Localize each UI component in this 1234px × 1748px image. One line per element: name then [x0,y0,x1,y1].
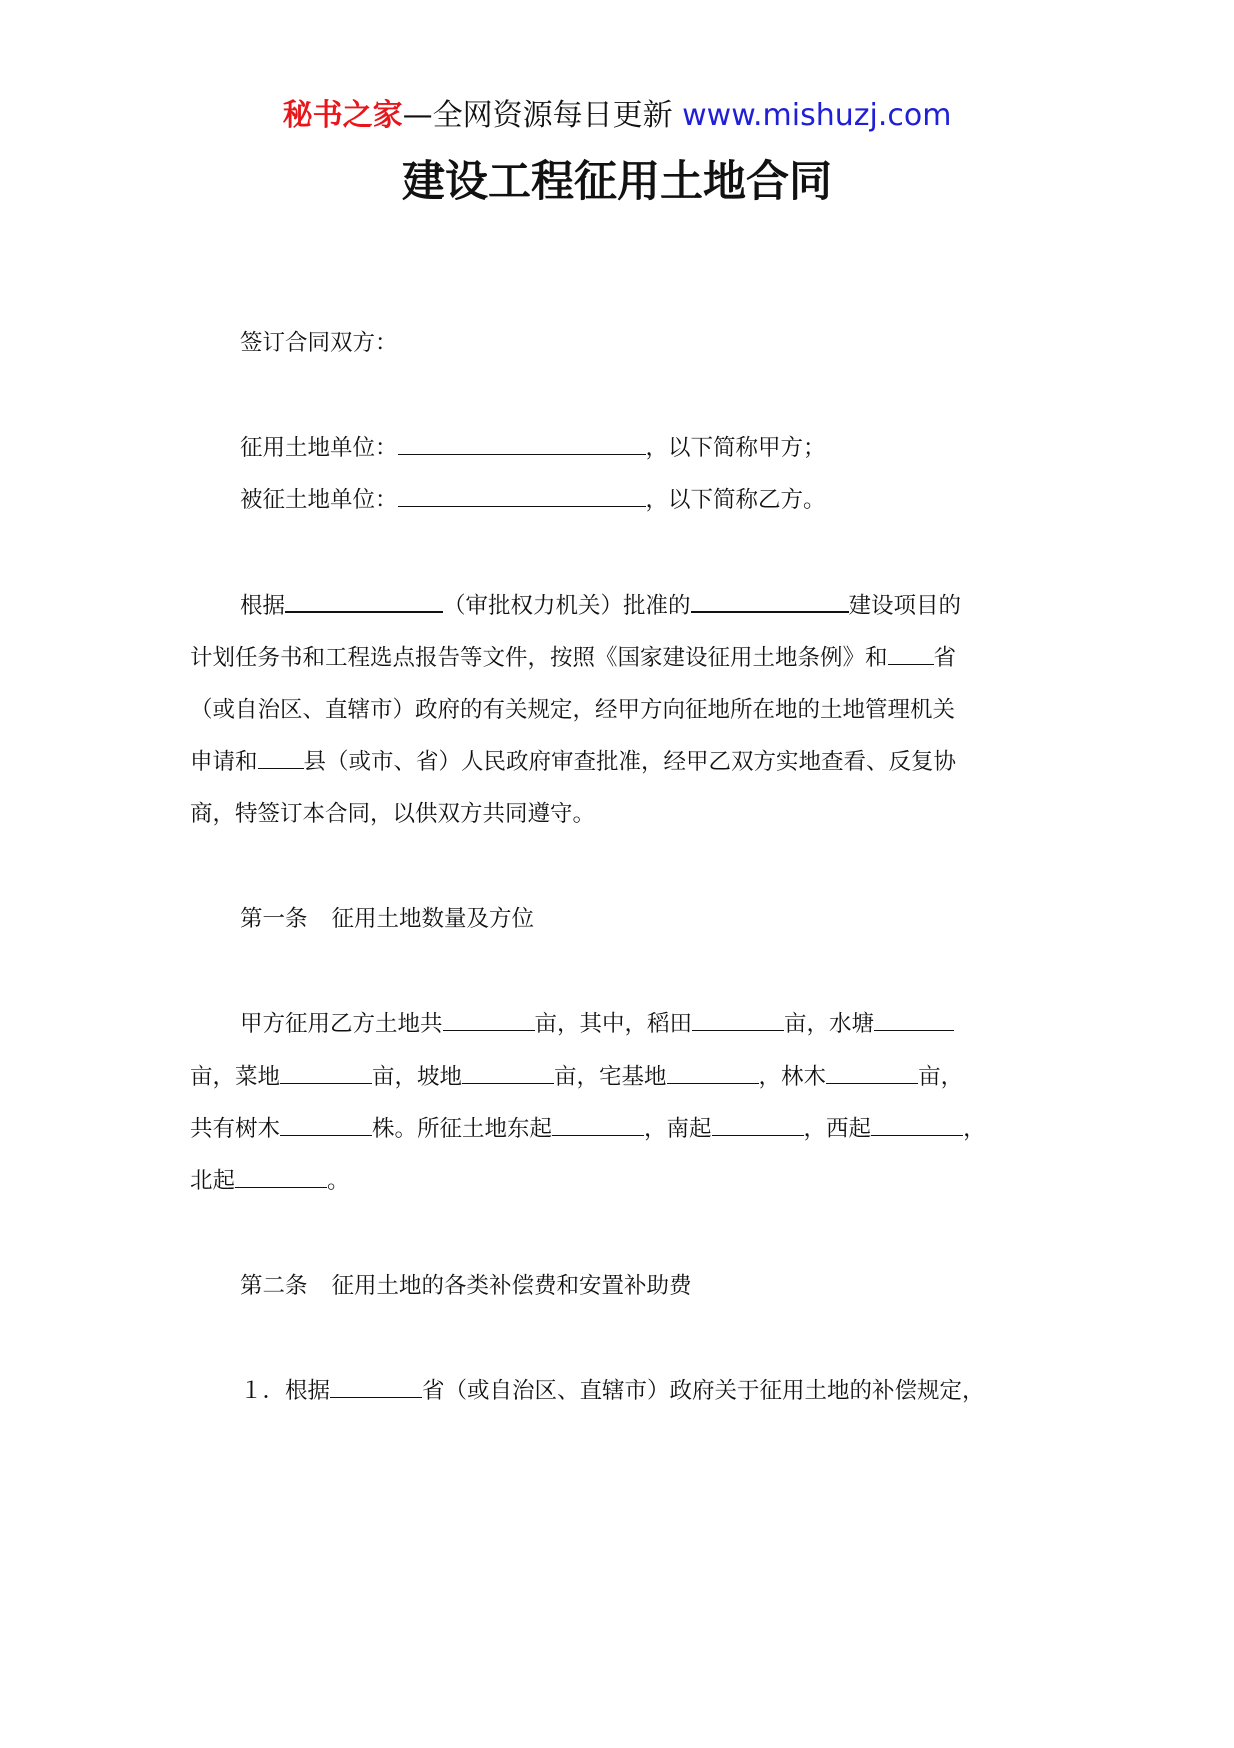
party-b-label: 被征土地单位： [240,487,398,513]
site-url-link[interactable]: www.mishuzj.com [682,98,952,133]
preamble-line-2 [190,642,956,674]
article-text: 亩，菜地 [190,1064,281,1090]
parties-intro: 签订合同双方： [240,330,398,356]
article-1-line-2 [190,1061,963,1093]
party-b-suffix: ，以下简称乙方。 [645,487,826,513]
total-area-blank[interactable] [443,1008,535,1031]
project-name-blank[interactable] [691,589,849,613]
compensation-province-blank[interactable] [330,1375,422,1398]
article-text: 。 [327,1168,350,1194]
party-b-blank[interactable] [398,484,646,507]
site-header [0,96,1234,136]
preamble-line-1 [240,589,961,622]
party-b-line [240,484,826,516]
pond-area-blank[interactable] [874,1008,954,1031]
forest-area-blank[interactable] [826,1061,918,1084]
article-text: ，西起 [803,1116,872,1142]
article-text: ， [963,1116,986,1142]
party-a-line [240,432,826,464]
article-text: 亩，水塘 [784,1011,875,1037]
party-a-blank[interactable] [398,432,646,455]
preamble-text: 县（或市、省）人民政府审查批准，经甲乙双方实地查看、反复协 [303,749,957,775]
article-text: 北起 [190,1168,236,1194]
preamble-text: 建设项目的 [848,593,962,619]
party-a-label: 征用土地单位： [240,435,398,461]
article-text: 亩， [918,1064,964,1090]
east-boundary-blank[interactable] [552,1113,644,1136]
preamble-text: （审批权力机关）批准的 [443,593,691,619]
site-brand: 秘书之家 [282,98,403,133]
preamble-line-4 [190,746,956,778]
preamble-text: 根据 [240,593,286,619]
tree-count-blank[interactable] [280,1113,372,1136]
county-blank[interactable] [258,746,304,769]
item-number: １． [240,1378,286,1404]
article-text: 亩，宅基地 [554,1064,667,1090]
preamble-text: 计划任务书和工程选点报告等文件，按照《国家建设征用土地条例》和 [190,645,888,671]
west-boundary-blank[interactable] [871,1113,963,1136]
north-boundary-blank[interactable] [235,1165,327,1188]
article-text: 甲方征用乙方土地共 [240,1011,443,1037]
article-text: ，南起 [644,1116,712,1142]
article-number: 第一条 [240,906,308,932]
slope-area-blank[interactable] [462,1061,554,1084]
preamble-line-5: 商，特签订本合同，以供双方共同遵守。 [190,801,596,827]
approval-authority-blank[interactable] [285,589,443,613]
article-2-heading [240,1270,692,1302]
article-text: 省（或自治区、直辖市）政府关于征用土地的补偿规定， [422,1378,985,1404]
article-1-heading [240,903,534,935]
article-1-line-1 [240,1008,954,1040]
article-text: 亩，坡地 [372,1064,463,1090]
homestead-area-blank[interactable] [667,1061,759,1084]
article-text: ，林木 [758,1064,827,1090]
article-text: 亩，其中，稻田 [534,1011,693,1037]
article-number: 第二条 [240,1273,308,1299]
article-text: 共有树木 [190,1116,281,1142]
article-heading-text: 征用土地的各类补偿费和安置补助费 [331,1273,692,1299]
article-2-item-1 [240,1375,985,1407]
article-1-line-4 [190,1165,350,1197]
preamble-line-3: （或自治区、直辖市）政府的有关规定，经甲方向征地所在地的土地管理机关 [190,697,956,723]
article-1-line-3 [190,1113,986,1145]
party-a-suffix: ，以下简称甲方； [645,435,826,461]
paddy-area-blank[interactable] [692,1008,784,1031]
article-text: 株。所征土地东起 [372,1116,553,1142]
province-blank[interactable] [888,642,934,665]
preamble-text: 申请和 [190,749,258,775]
south-boundary-blank[interactable] [712,1113,804,1136]
article-heading-text: 征用土地数量及方位 [331,906,535,932]
vegetable-area-blank[interactable] [280,1061,372,1084]
document-title: 建设工程征用土地合同 [402,157,832,207]
article-text: 根据 [285,1378,331,1404]
site-slogan: —全网资源每日更新 [402,98,673,133]
preamble-text: 省 [933,645,957,671]
